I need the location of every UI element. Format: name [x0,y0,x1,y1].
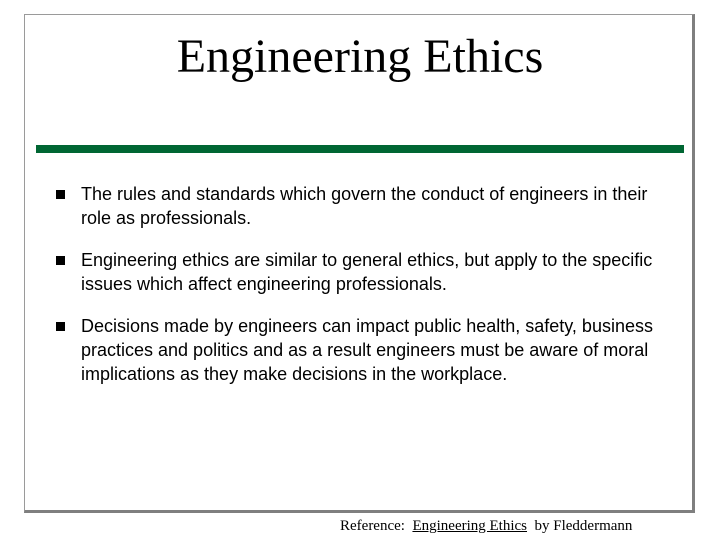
bullet-text: Engineering ethics are similar to general ethics, but apply to the specific issues which affect engineering professionals. [81,250,653,294]
square-bullet-icon [56,256,65,265]
reference-author: by Fleddermann [534,518,633,534]
slide-title: Engineering Ethics [176,30,544,83]
bullet-text: The rules and standards which govern the conduct of engineers in their role as professionals. [81,184,648,228]
bullet-text: Decisions made by engineers can impact public health, safety, business practices and politics and as a result engineers must be aware of moral implications as they make decisions in the workplace. [81,316,653,384]
reference-citation [340,516,632,536]
bullet-item [56,314,676,386]
square-bullet-icon [56,322,65,331]
reference-prefix: Reference: [340,518,405,534]
bullet-list [56,182,676,404]
square-bullet-icon [56,190,65,199]
reference-book-title: Engineering Ethics [412,518,528,534]
bullet-item [56,248,676,296]
bullet-item [56,182,676,230]
title-divider [36,145,684,153]
